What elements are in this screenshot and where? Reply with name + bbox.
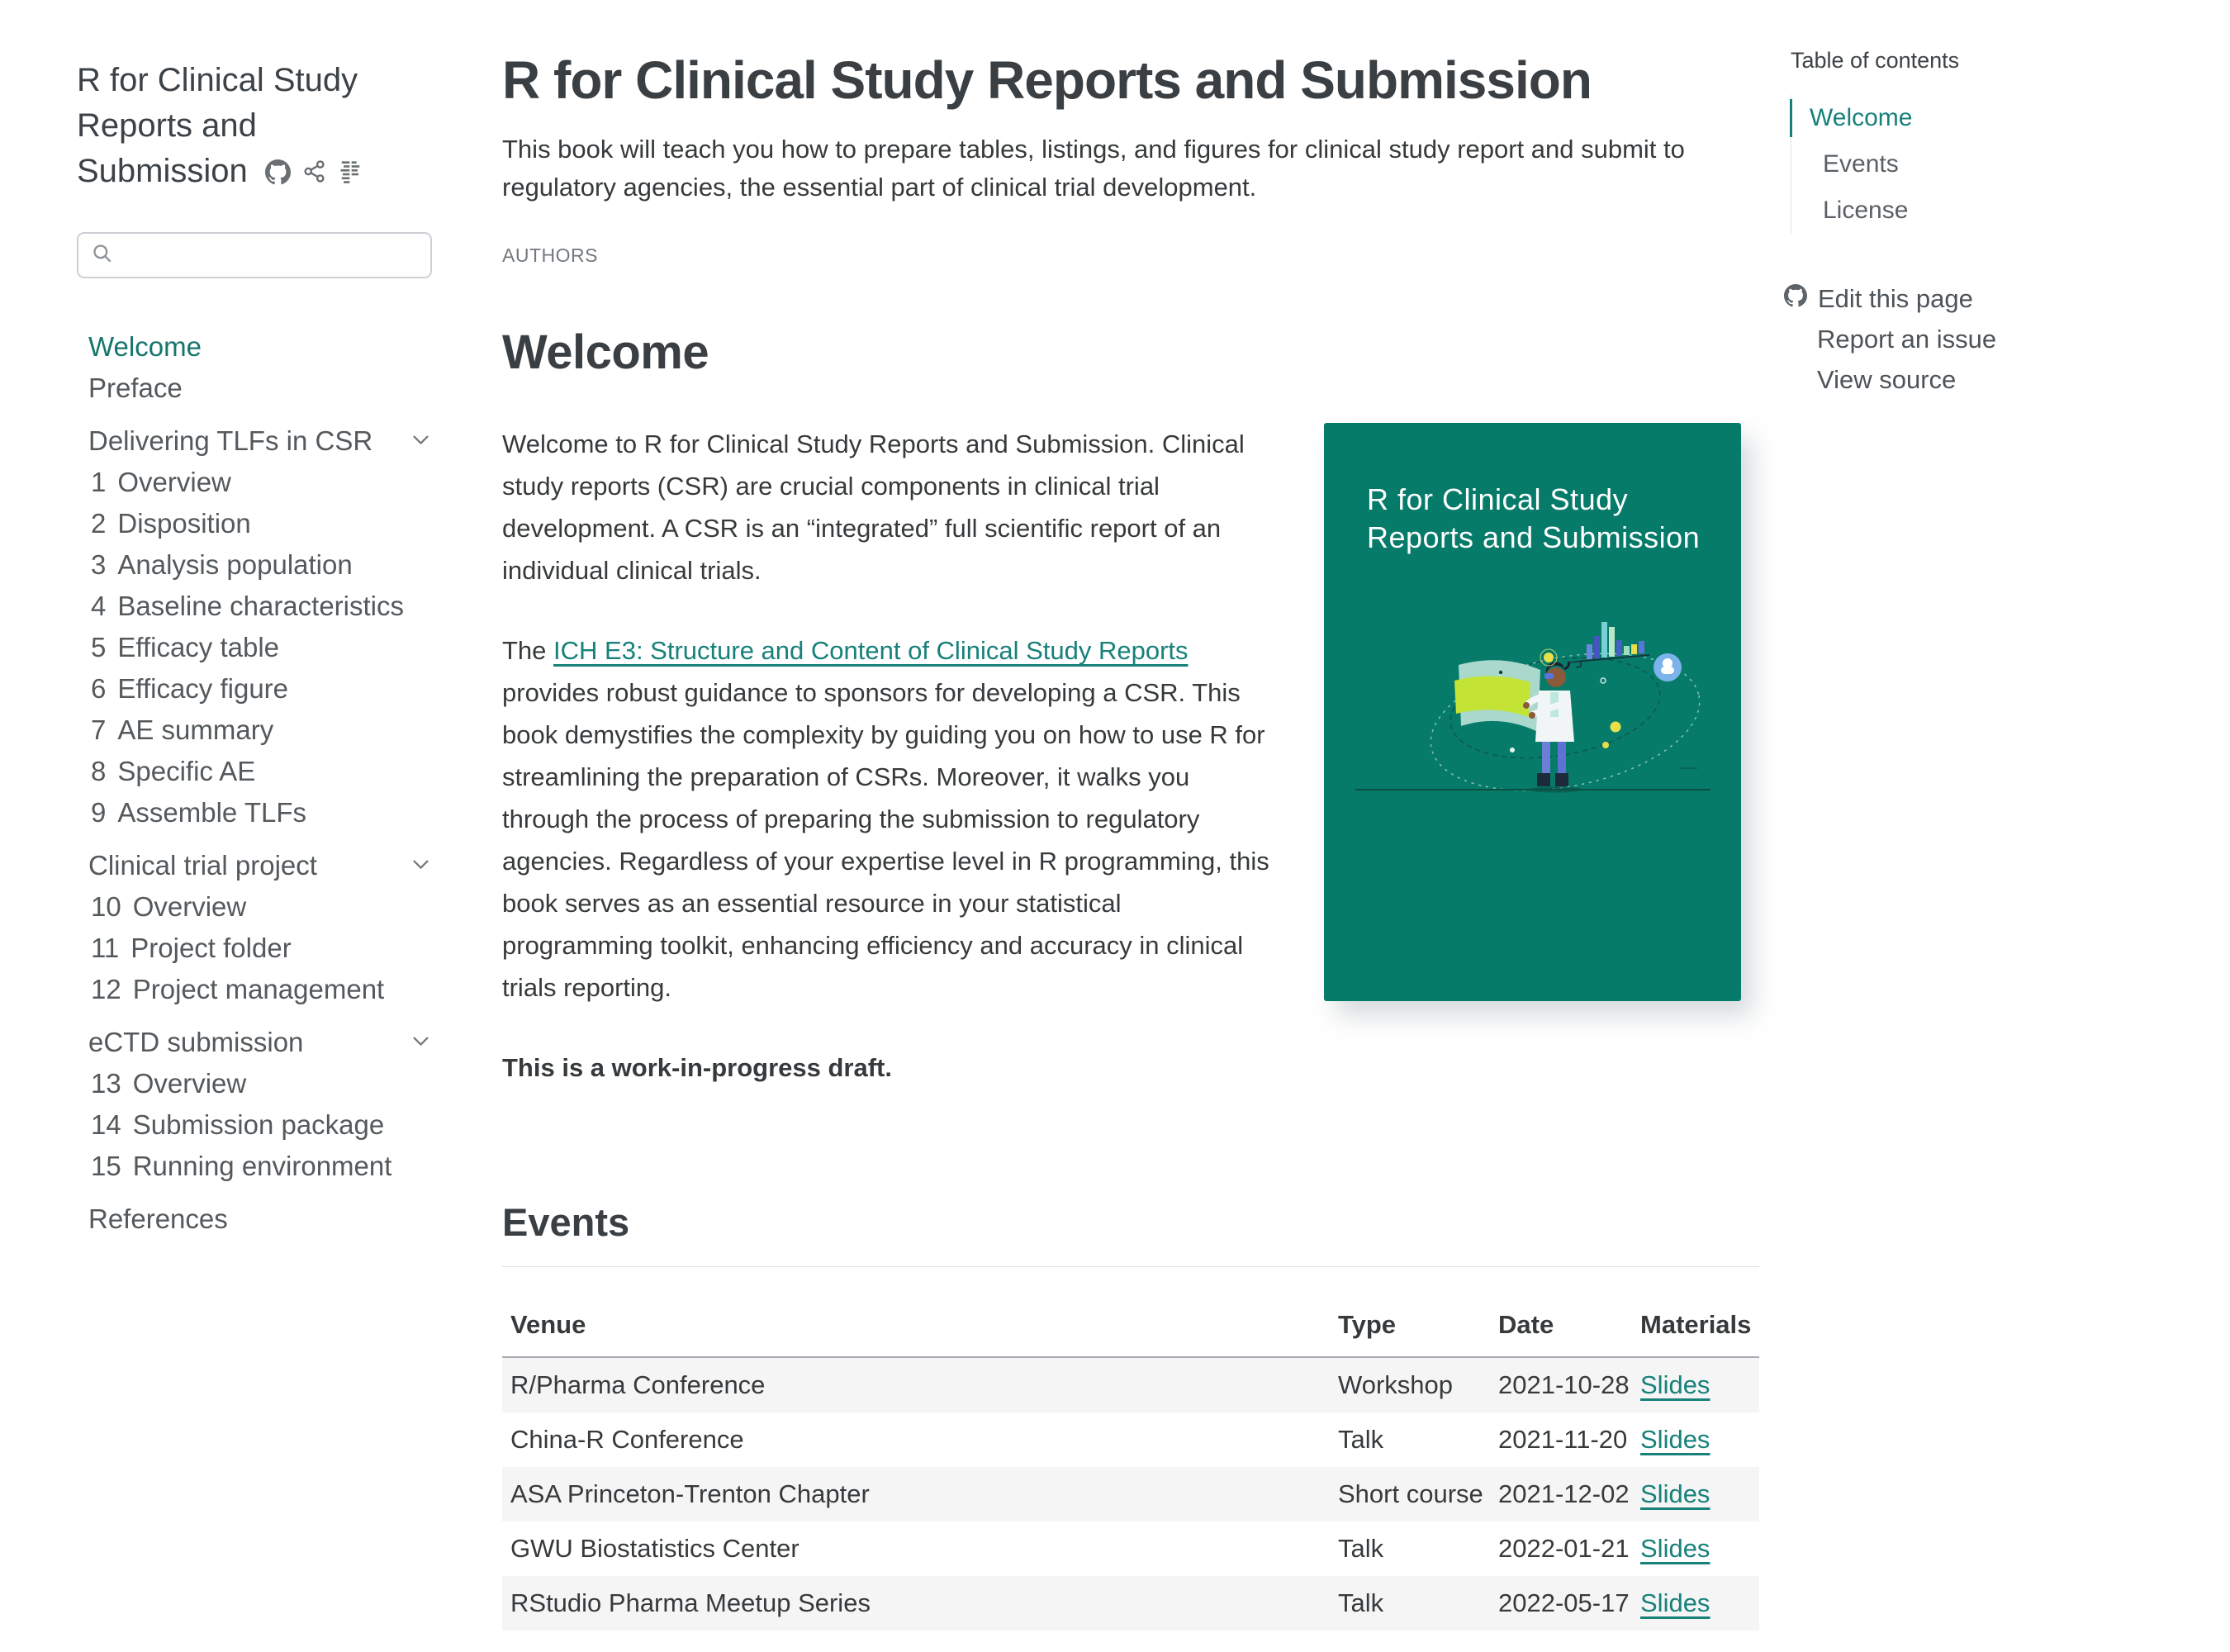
slides-link[interactable]: Slides: [1640, 1425, 1710, 1454]
page-subtitle: This book will teach you how to prepare tables, listings, and figures for clinical study report and submit to regulatory agencies, the essential part of clinical trial development.: [502, 135, 1685, 202]
event-materials: [1632, 1576, 1759, 1631]
nav-item-label: Overview: [132, 1068, 247, 1099]
sidebar-nav: [77, 326, 432, 1240]
view-source-link[interactable]: [1784, 359, 2162, 400]
cover-title: [1324, 423, 1741, 557]
welcome-paragraph-1: Welcome to R for Clinical Study Reports and Submission. Clinical study reports (CSR) are crucial components in clinical trial development. A CSR is an “integrated” full scientific report of an individual clinical trials.: [502, 430, 1245, 585]
event-type: Talk: [1338, 1425, 1384, 1454]
chapter-number: 10: [91, 891, 121, 922]
toc-item-label: License: [1823, 197, 1909, 224]
edit-this-page-link[interactable]: [1784, 278, 2162, 319]
nav-item-label: Disposition: [117, 508, 251, 539]
chapter-number: 1: [91, 467, 107, 497]
toc-heading: Table of contents: [1791, 48, 1960, 73]
event-date: 2021-12-02: [1498, 1479, 1630, 1508]
sidebar: [77, 58, 434, 1240]
draft-note: This is a work-in-progress draft.: [502, 1053, 892, 1082]
event-type: Workshop: [1338, 1370, 1453, 1399]
event-row: [502, 1467, 1759, 1521]
search-box[interactable]: [77, 232, 432, 278]
chevron-down-icon[interactable]: [410, 850, 432, 881]
chevron-down-icon[interactable]: [410, 425, 432, 457]
event-materials: [1632, 1357, 1759, 1412]
sidebar-tools: [265, 159, 363, 185]
nav-item-label: Delivering TLFs in CSR: [88, 425, 373, 456]
cover-title-line1: R for Clinical Study: [1367, 482, 1629, 516]
sidebar-nav-item[interactable]: [77, 928, 432, 969]
event-materials: [1632, 1412, 1759, 1467]
toc-item[interactable]: [1791, 141, 2162, 188]
event-venue: China-R Conference: [510, 1425, 744, 1454]
table-of-contents: [1791, 48, 2162, 400]
nav-item-label: References: [88, 1203, 228, 1234]
sidebar-nav-item[interactable]: [77, 751, 432, 792]
sidebar-nav-item[interactable]: [77, 368, 432, 409]
slides-link[interactable]: Slides: [1640, 1588, 1710, 1617]
welcome-heading: Welcome: [502, 325, 709, 379]
mask-badge-icon: [1654, 653, 1682, 681]
nav-item-label: Efficacy table: [117, 632, 280, 662]
event-row: [502, 1576, 1759, 1631]
column-header-date: Date: [1490, 1310, 1632, 1357]
events-header-row: [502, 1310, 1759, 1357]
toc-item[interactable]: [1791, 95, 2162, 141]
nav-item-label: Analysis population: [117, 549, 353, 580]
sidebar-nav-item[interactable]: [77, 668, 432, 710]
toc-actions: [1784, 278, 2162, 400]
nav-item-label: Project management: [132, 974, 385, 1004]
nav-item-label: Clinical trial project: [88, 850, 317, 881]
chevron-down-icon[interactable]: [410, 1027, 432, 1058]
toc-item-label: Events: [1823, 150, 1899, 178]
nav-item-label: Overview: [117, 467, 231, 497]
sidebar-title: [77, 58, 407, 194]
chapter-number: 9: [91, 797, 107, 828]
sidebar-nav-item[interactable]: [77, 1104, 432, 1146]
share-icon[interactable]: [302, 159, 326, 185]
column-header-materials: Materials: [1632, 1310, 1759, 1357]
nav-item-label: Running environment: [132, 1151, 392, 1181]
cover-title-line2: Reports and Submission: [1367, 520, 1701, 554]
event-venue: GWU Biostatistics Center: [510, 1534, 799, 1563]
sidebar-nav-item[interactable]: [77, 1146, 432, 1187]
sidebar-nav-item[interactable]: [77, 710, 432, 751]
event-row: [502, 1412, 1759, 1467]
report-an-issue-link[interactable]: [1784, 319, 2162, 359]
sidebar-nav-item[interactable]: [77, 792, 432, 833]
chapter-number: 2: [91, 508, 107, 539]
sidebar-nav-item[interactable]: [77, 326, 432, 368]
chapter-number: 3: [91, 549, 107, 580]
sidebar-nav-item[interactable]: [77, 886, 432, 928]
lines-icon[interactable]: [338, 159, 363, 185]
sidebar-title-text: R for Clinical Study Reports and Submission: [77, 62, 358, 189]
event-date: 2022-05-17: [1498, 1588, 1630, 1617]
main-content: [502, 0, 1759, 1631]
event-date: 2022-01-21: [1498, 1534, 1630, 1563]
edit-this-page-label: Edit this page: [1818, 283, 1973, 313]
github-icon[interactable]: [265, 159, 291, 185]
event-venue: RStudio Pharma Meetup Series: [510, 1588, 871, 1617]
report-an-issue-label: Report an issue: [1817, 324, 1997, 354]
nav-item-label: Preface: [88, 373, 183, 403]
chapter-number: 7: [91, 714, 107, 745]
event-row: [502, 1521, 1759, 1576]
view-source-label: View source: [1817, 364, 1957, 394]
sidebar-nav-item[interactable]: [77, 544, 432, 586]
slides-link[interactable]: Slides: [1640, 1370, 1710, 1399]
sidebar-nav-item[interactable]: [77, 969, 432, 1010]
welcome-text: [502, 423, 1279, 1127]
nav-item-label: Submission package: [132, 1109, 385, 1140]
chapter-number: 5: [91, 632, 107, 662]
nav-item-label: Assemble TLFs: [117, 797, 306, 828]
event-type: Talk: [1338, 1534, 1384, 1563]
chapter-number: 13: [91, 1068, 121, 1099]
nav-item-label: Project folder: [130, 933, 292, 963]
event-row: [502, 1357, 1759, 1412]
chapter-number: 12: [91, 974, 121, 1004]
chapter-number: 15: [91, 1151, 121, 1181]
mini-bar-chart-icon: [1568, 622, 1649, 667]
welcome-paragraph-2: [502, 629, 1279, 1009]
authors-label: AUTHORS: [502, 244, 598, 266]
toc-item-label: Welcome: [1810, 104, 1913, 131]
chapter-number: 6: [91, 673, 107, 704]
column-header-type: Type: [1330, 1310, 1490, 1357]
event-type: Talk: [1338, 1588, 1384, 1617]
nav-item-label: Overview: [132, 891, 247, 922]
nav-item-label: Welcome: [88, 331, 202, 362]
sidebar-nav-item[interactable]: [77, 627, 432, 668]
github-icon: [1784, 284, 1807, 314]
search-icon: [91, 242, 113, 268]
p2-pre: The: [502, 636, 554, 665]
sidebar-nav-item[interactable]: [77, 503, 432, 544]
page-title: R for Clinical Study Reports and Submission: [502, 50, 1592, 110]
nav-item-label: Efficacy figure: [117, 673, 289, 704]
events-heading: Events: [502, 1199, 1759, 1267]
event-venue: R/Pharma Conference: [510, 1370, 766, 1399]
slides-link[interactable]: Slides: [1640, 1534, 1710, 1563]
authors-block: [502, 244, 1759, 267]
book-cover: [1324, 423, 1741, 1001]
nav-item-label: Specific AE: [117, 756, 256, 786]
chapter-number: 4: [91, 591, 107, 621]
event-materials: [1632, 1467, 1759, 1521]
event-date: 2021-10-28: [1498, 1370, 1630, 1399]
events-section: [502, 1199, 1759, 1631]
chapter-number: 11: [91, 933, 120, 963]
event-type: Short course: [1338, 1479, 1483, 1508]
toc-list: [1791, 95, 2162, 234]
chapter-number: 8: [91, 756, 107, 786]
sidebar-nav-item[interactable]: [77, 845, 432, 886]
ich-e3-link[interactable]: ICH E3: Structure and Content of Clinical Study Reports: [553, 636, 1189, 665]
p2-post: provides robust guidance to sponsors for developing a CSR. This book demystifies the complexity by guiding you on how to use R for streamlining the preparation of CSRs. Moreover, it walks you through the process of preparing the submission to regulatory agencies. Regardless of your expertise level in R programming, this book serves as an essential resource in your statistical programming toolkit, enhancing efficiency and accuracy in clinical trials reporting.: [502, 678, 1269, 1002]
slides-link[interactable]: Slides: [1640, 1479, 1710, 1508]
sidebar-nav-item[interactable]: [77, 586, 432, 627]
nav-item-label: AE summary: [117, 714, 274, 745]
nav-item-label: eCTD submission: [88, 1027, 304, 1057]
column-header-venue: Venue: [502, 1310, 1330, 1357]
toc-item[interactable]: [1791, 188, 2162, 234]
chapter-number: 14: [91, 1109, 121, 1140]
sidebar-nav-item[interactable]: [77, 1199, 432, 1240]
sidebar-nav-item[interactable]: [77, 1063, 432, 1104]
event-venue: ASA Princeton-Trenton Chapter: [510, 1479, 870, 1508]
event-materials: [1632, 1521, 1759, 1576]
sidebar-nav-item[interactable]: [77, 462, 432, 503]
event-date: 2021-11-20: [1498, 1425, 1628, 1454]
nav-item-label: Baseline characteristics: [117, 591, 405, 621]
sidebar-nav-item[interactable]: [77, 420, 432, 462]
events-table: [502, 1310, 1759, 1631]
sidebar-nav-item[interactable]: [77, 1022, 432, 1063]
